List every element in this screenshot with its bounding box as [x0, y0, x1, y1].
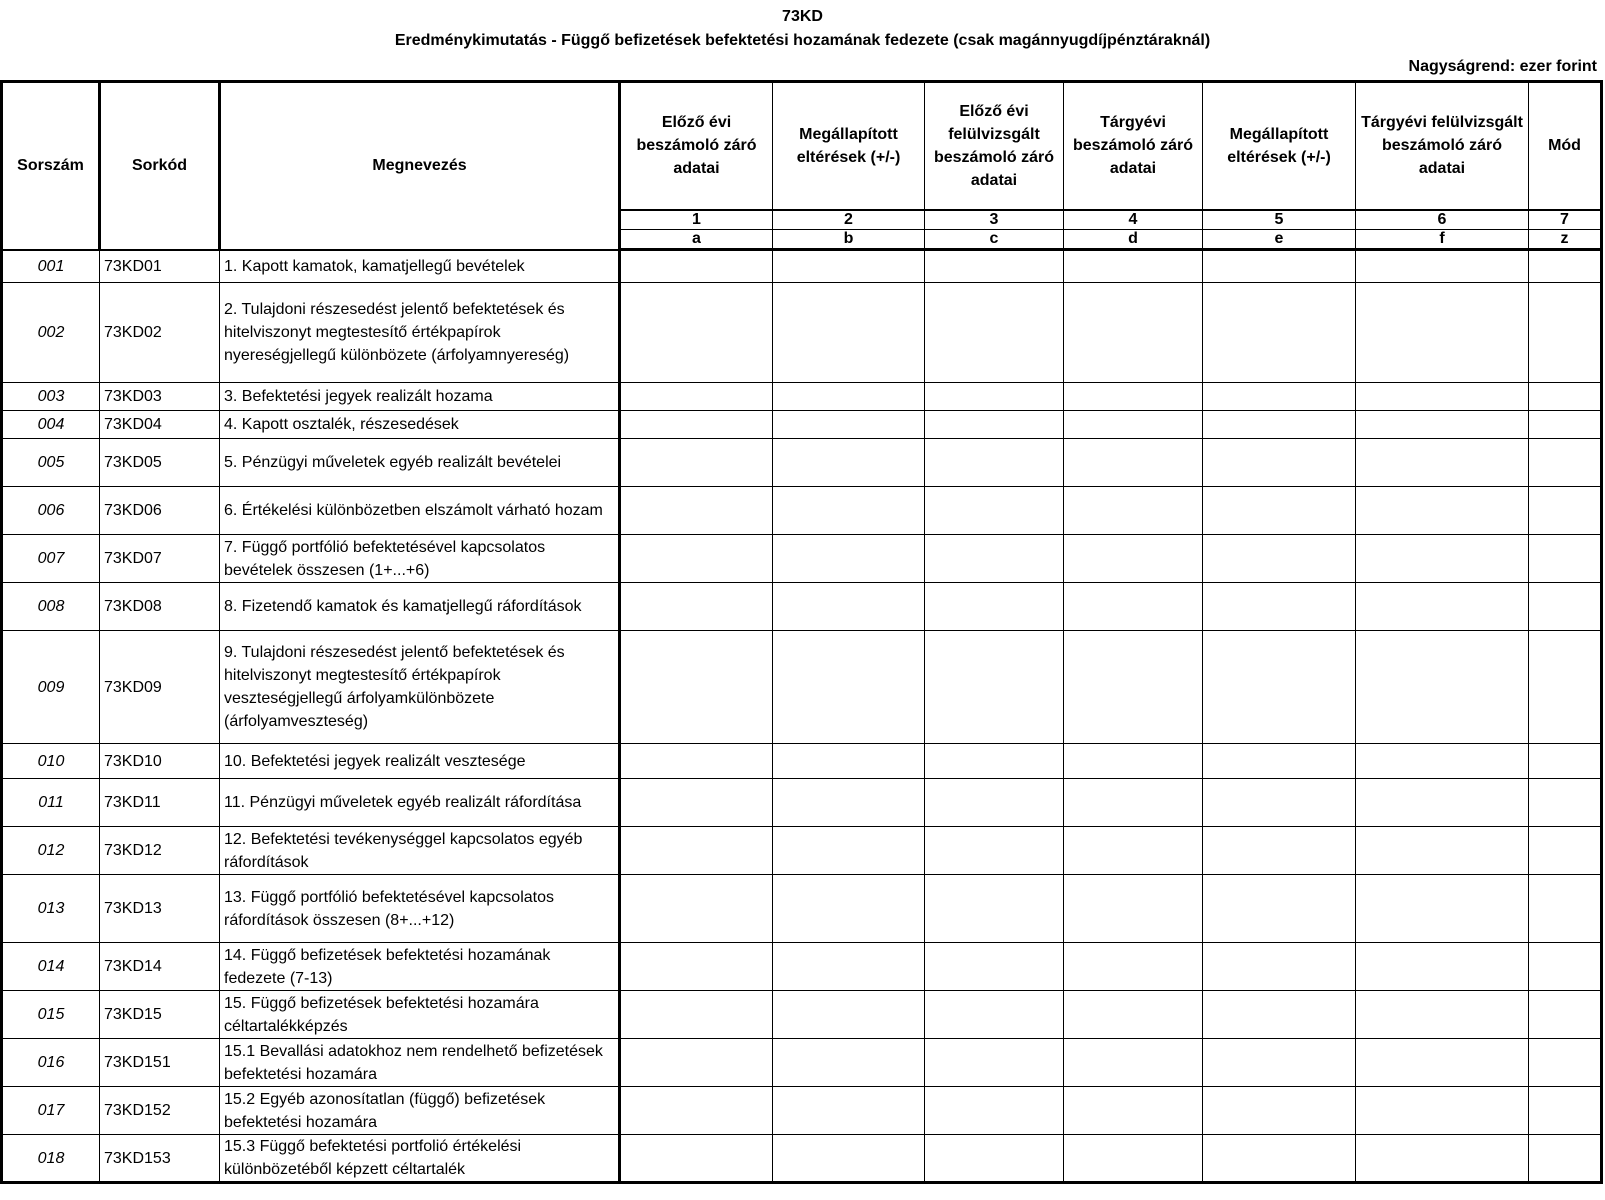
row-sorszam: 006 — [2, 487, 100, 535]
row-megnevezes: 12. Befektetési tevékenységgel kapcsolatos egyéb ráfordítások — [220, 827, 620, 875]
col-letter-b: b — [773, 230, 925, 250]
value-cell-col-2[interactable] — [773, 487, 925, 535]
value-cell-col-6[interactable] — [1356, 439, 1529, 487]
value-cell-col-4[interactable] — [1064, 1087, 1203, 1135]
row-sorkod: 73KD01 — [100, 250, 220, 283]
value-cell-col-4[interactable] — [1064, 827, 1203, 875]
value-cell-col-3[interactable] — [925, 779, 1064, 827]
row-sorszam: 013 — [2, 875, 100, 943]
value-cell-col-5[interactable] — [1203, 779, 1356, 827]
value-cell-col-5[interactable] — [1203, 1039, 1356, 1087]
value-cell-col-2[interactable] — [773, 250, 925, 283]
value-cell-col-3[interactable] — [925, 411, 1064, 439]
value-cell-col-3[interactable] — [925, 250, 1064, 283]
value-cell-col-4[interactable] — [1064, 943, 1203, 991]
table-row — [2, 487, 1602, 535]
value-cell-col-6[interactable] — [1356, 283, 1529, 383]
value-cell-col-5[interactable] — [1203, 383, 1356, 411]
value-cell-col-4[interactable] — [1064, 631, 1203, 744]
row-sorszam: 016 — [2, 1039, 100, 1087]
row-megnevezes: 15. Függő befizetések befektetési hozamára céltartalékképzés — [220, 991, 620, 1039]
row-megnevezes: 15.2 Egyéb azonosítatlan (függő) befizetések befektetési hozamára — [220, 1087, 620, 1135]
value-cell-col-7[interactable] — [1529, 283, 1602, 383]
form-code: 73KD — [782, 8, 823, 25]
value-cell-col-1[interactable] — [620, 827, 773, 875]
value-cell-col-6[interactable] — [1356, 1087, 1529, 1135]
value-cell-col-3[interactable] — [925, 1039, 1064, 1087]
value-cell-col-5[interactable] — [1203, 744, 1356, 779]
value-cell-col-2[interactable] — [773, 631, 925, 744]
col-header-5: Megállapított eltérések (+/-) — [1203, 82, 1356, 210]
row-megnevezes: 9. Tulajdoni részesedést jelentő befektetések és hitelviszonyt megtestesítő értékpapírok veszteségjellegű árfolyamkülönbözete (árfolyamveszteség) — [220, 631, 620, 744]
value-cell-col-4[interactable] — [1064, 439, 1203, 487]
value-cell-col-7[interactable] — [1529, 1135, 1602, 1183]
row-sorkod: 73KD07 — [100, 535, 220, 583]
value-cell-col-4[interactable] — [1064, 383, 1203, 411]
row-megnevezes: 4. Kapott osztalék, részesedések — [220, 411, 620, 439]
form-title: Eredménykimutatás - Függő befizetések befektetési hozamának fedezete (csak magánnyugdíjpénztáraknál) — [394, 32, 1211, 49]
row-sorkod: 73KD12 — [100, 827, 220, 875]
row-megnevezes: 5. Pénzügyi műveletek egyéb realizált bevételei — [220, 439, 620, 487]
row-megnevezes: 13. Függő portfólió befektetésével kapcsolatos ráfordítások összesen (8+...+12) — [220, 875, 620, 943]
value-cell-col-1[interactable] — [620, 631, 773, 744]
value-cell-col-6[interactable] — [1356, 487, 1529, 535]
col-header-4: Tárgyévi beszámoló záró adatai — [1064, 82, 1203, 210]
row-sorszam: 015 — [2, 991, 100, 1039]
value-cell-col-3[interactable] — [925, 1135, 1064, 1183]
value-cell-col-6[interactable] — [1356, 1135, 1529, 1183]
col-header-6: Tárgyévi felülvizsgált beszámoló záró adatai — [1356, 82, 1529, 210]
row-sorkod: 73KD151 — [100, 1039, 220, 1087]
col-number-6: 6 — [1356, 210, 1529, 230]
value-cell-col-2[interactable] — [773, 583, 925, 631]
value-cell-col-1[interactable] — [620, 744, 773, 779]
value-cell-col-1[interactable] — [620, 943, 773, 991]
value-cell-col-2[interactable] — [773, 1039, 925, 1087]
table-row — [2, 535, 1602, 583]
value-cell-col-7[interactable] — [1529, 411, 1602, 439]
value-cell-col-5[interactable] — [1203, 1087, 1356, 1135]
row-sorkod: 73KD09 — [100, 631, 220, 744]
value-cell-col-7[interactable] — [1529, 827, 1602, 875]
value-cell-col-5[interactable] — [1203, 1135, 1356, 1183]
row-sorszam: 008 — [2, 583, 100, 631]
value-cell-col-2[interactable] — [773, 535, 925, 583]
row-megnevezes: 14. Függő befizetések befektetési hozamának fedezete (7-13) — [220, 943, 620, 991]
value-cell-col-3[interactable] — [925, 535, 1064, 583]
col-letter-f: f — [1356, 230, 1529, 250]
value-cell-col-1[interactable] — [620, 779, 773, 827]
col-number-5: 5 — [1203, 210, 1356, 230]
table-row — [2, 411, 1602, 439]
value-cell-col-7[interactable] — [1529, 487, 1602, 535]
value-cell-col-6[interactable] — [1356, 779, 1529, 827]
row-sorkod: 73KD153 — [100, 1135, 220, 1183]
value-cell-col-3[interactable] — [925, 487, 1064, 535]
row-sorszam: 007 — [2, 535, 100, 583]
value-cell-col-1[interactable] — [620, 1039, 773, 1087]
value-cell-col-7[interactable] — [1529, 583, 1602, 631]
value-cell-col-5[interactable] — [1203, 631, 1356, 744]
value-cell-col-1[interactable] — [620, 535, 773, 583]
row-sorszam: 018 — [2, 1135, 100, 1183]
value-cell-col-1[interactable] — [620, 1135, 773, 1183]
value-cell-col-1[interactable] — [620, 383, 773, 411]
col-number-4: 4 — [1064, 210, 1203, 230]
value-cell-col-2[interactable] — [773, 383, 925, 411]
value-cell-col-6[interactable] — [1356, 411, 1529, 439]
value-cell-col-5[interactable] — [1203, 943, 1356, 991]
unit-label: Nagyságrend: ezer forint — [1408, 58, 1597, 75]
row-sorszam: 017 — [2, 1087, 100, 1135]
value-cell-col-3[interactable] — [925, 943, 1064, 991]
row-megnevezes: 10. Befektetési jegyek realizált vesztesége — [220, 744, 620, 779]
table-body — [2, 250, 1602, 1183]
value-cell-col-3[interactable] — [925, 439, 1064, 487]
row-sorkod: 73KD06 — [100, 487, 220, 535]
value-cell-col-2[interactable] — [773, 439, 925, 487]
row-sorszam: 005 — [2, 439, 100, 487]
value-cell-col-4[interactable] — [1064, 1135, 1203, 1183]
row-megnevezes: 15.1 Bevallási adatokhoz nem rendelhető befizetések befektetési hozamára — [220, 1039, 620, 1087]
value-cell-col-5[interactable] — [1203, 583, 1356, 631]
value-cell-col-2[interactable] — [773, 991, 925, 1039]
value-cell-col-1[interactable] — [620, 991, 773, 1039]
value-cell-col-3[interactable] — [925, 827, 1064, 875]
row-megnevezes: 7. Függő portfólió befektetésével kapcsolatos bevételek összesen (1+...+6) — [220, 535, 620, 583]
table-row — [2, 1135, 1602, 1183]
row-sorkod: 73KD05 — [100, 439, 220, 487]
row-megnevezes: 1. Kapott kamatok, kamatjellegű bevételek — [220, 250, 620, 283]
report-table — [0, 80, 1603, 1184]
col-letter-z: z — [1529, 230, 1602, 250]
row-sorszam: 003 — [2, 383, 100, 411]
value-cell-col-7[interactable] — [1529, 943, 1602, 991]
table-row — [2, 943, 1602, 991]
row-sorkod: 73KD15 — [100, 991, 220, 1039]
value-cell-col-4[interactable] — [1064, 583, 1203, 631]
col-number-3: 3 — [925, 210, 1064, 230]
value-cell-col-4[interactable] — [1064, 250, 1203, 283]
table-row — [2, 383, 1602, 411]
value-cell-col-7[interactable] — [1529, 439, 1602, 487]
row-sorszam: 009 — [2, 631, 100, 744]
value-cell-col-5[interactable] — [1203, 487, 1356, 535]
value-cell-col-7[interactable] — [1529, 250, 1602, 283]
col-number-2: 2 — [773, 210, 925, 230]
value-cell-col-6[interactable] — [1356, 744, 1529, 779]
value-cell-col-3[interactable] — [925, 744, 1064, 779]
row-sorszam: 002 — [2, 283, 100, 383]
col-letter-a: a — [620, 230, 773, 250]
value-cell-col-7[interactable] — [1529, 744, 1602, 779]
value-cell-col-7[interactable] — [1529, 779, 1602, 827]
col-header-sorkod: Sorkód — [100, 82, 220, 250]
value-cell-col-7[interactable] — [1529, 991, 1602, 1039]
value-cell-col-4[interactable] — [1064, 411, 1203, 439]
col-header-3: Előző évi felülvizsgált beszámoló záró adatai — [925, 82, 1064, 210]
value-cell-col-2[interactable] — [773, 283, 925, 383]
value-cell-col-6[interactable] — [1356, 991, 1529, 1039]
value-cell-col-1[interactable] — [620, 283, 773, 383]
row-sorkod: 73KD03 — [100, 383, 220, 411]
table-row — [2, 1087, 1602, 1135]
table-row — [2, 439, 1602, 487]
value-cell-col-5[interactable] — [1203, 535, 1356, 583]
value-cell-col-4[interactable] — [1064, 487, 1203, 535]
value-cell-col-4[interactable] — [1064, 875, 1203, 943]
value-cell-col-4[interactable] — [1064, 1039, 1203, 1087]
value-cell-col-1[interactable] — [620, 583, 773, 631]
value-cell-col-5[interactable] — [1203, 439, 1356, 487]
row-sorkod: 73KD152 — [100, 1087, 220, 1135]
value-cell-col-7[interactable] — [1529, 875, 1602, 943]
value-cell-col-5[interactable] — [1203, 250, 1356, 283]
value-cell-col-1[interactable] — [620, 439, 773, 487]
value-cell-col-3[interactable] — [925, 875, 1064, 943]
table-row — [2, 744, 1602, 779]
row-sorszam: 014 — [2, 943, 100, 991]
col-header-7: Mód — [1529, 82, 1602, 210]
row-sorkod: 73KD08 — [100, 583, 220, 631]
table-row — [2, 827, 1602, 875]
value-cell-col-6[interactable] — [1356, 1039, 1529, 1087]
table-row — [2, 283, 1602, 383]
value-cell-col-4[interactable] — [1064, 283, 1203, 383]
value-cell-col-6[interactable] — [1356, 827, 1529, 875]
value-cell-col-2[interactable] — [773, 1135, 925, 1183]
table-row — [2, 1039, 1602, 1087]
col-header-1: Előző évi beszámoló záró adatai — [620, 82, 773, 210]
value-cell-col-5[interactable] — [1203, 283, 1356, 383]
value-cell-col-1[interactable] — [620, 875, 773, 943]
row-megnevezes: 3. Befektetési jegyek realizált hozama — [220, 383, 620, 411]
value-cell-col-1[interactable] — [620, 411, 773, 439]
row-sorszam: 012 — [2, 827, 100, 875]
row-sorkod: 73KD11 — [100, 779, 220, 827]
row-sorszam: 010 — [2, 744, 100, 779]
value-cell-col-7[interactable] — [1529, 631, 1602, 744]
value-cell-col-3[interactable] — [925, 1087, 1064, 1135]
table-row — [2, 583, 1602, 631]
value-cell-col-5[interactable] — [1203, 875, 1356, 943]
value-cell-col-6[interactable] — [1356, 943, 1529, 991]
value-cell-col-7[interactable] — [1529, 1087, 1602, 1135]
value-cell-col-1[interactable] — [620, 250, 773, 283]
col-number-7: 7 — [1529, 210, 1602, 230]
col-letter-d: d — [1064, 230, 1203, 250]
value-cell-col-4[interactable] — [1064, 779, 1203, 827]
table-row — [2, 631, 1602, 744]
row-megnevezes: 6. Értékelési különbözetben elszámolt várható hozam — [220, 487, 620, 535]
row-sorszam: 004 — [2, 411, 100, 439]
value-cell-col-7[interactable] — [1529, 383, 1602, 411]
value-cell-col-2[interactable] — [773, 1087, 925, 1135]
value-cell-col-2[interactable] — [773, 744, 925, 779]
col-header-megnevezes: Megnevezés — [220, 82, 620, 250]
value-cell-col-4[interactable] — [1064, 991, 1203, 1039]
row-sorszam: 001 — [2, 250, 100, 283]
value-cell-col-1[interactable] — [620, 487, 773, 535]
value-cell-col-4[interactable] — [1064, 535, 1203, 583]
table-row — [2, 875, 1602, 943]
col-header-sorszam: Sorszám — [2, 82, 100, 250]
value-cell-col-2[interactable] — [773, 943, 925, 991]
value-cell-col-5[interactable] — [1203, 827, 1356, 875]
value-cell-col-6[interactable] — [1356, 383, 1529, 411]
col-header-2: Megállapított eltérések (+/-) — [773, 82, 925, 210]
value-cell-col-1[interactable] — [620, 1087, 773, 1135]
row-megnevezes: 2. Tulajdoni részesedést jelentő befektetések és hitelviszonyt megtestesítő értékpapírok nyereségjellegű különbözete (árfolyamnyereség) — [220, 283, 620, 383]
value-cell-col-2[interactable] — [773, 411, 925, 439]
col-number-1: 1 — [620, 210, 773, 230]
table-row — [2, 779, 1602, 827]
row-sorkod: 73KD14 — [100, 943, 220, 991]
row-sorkod: 73KD02 — [100, 283, 220, 383]
value-cell-col-6[interactable] — [1356, 875, 1529, 943]
row-sorkod: 73KD13 — [100, 875, 220, 943]
value-cell-col-6[interactable] — [1356, 535, 1529, 583]
value-cell-col-6[interactable] — [1356, 631, 1529, 744]
table-row — [2, 991, 1602, 1039]
value-cell-col-2[interactable] — [773, 827, 925, 875]
col-letter-e: e — [1203, 230, 1356, 250]
value-cell-col-3[interactable] — [925, 583, 1064, 631]
row-megnevezes: 8. Fizetendő kamatok és kamatjellegű ráfordítások — [220, 583, 620, 631]
row-megnevezes: 15.3 Függő befektetési portfolió értékelési különbözetéből képzett céltartalék — [220, 1135, 620, 1183]
value-cell-col-7[interactable] — [1529, 535, 1602, 583]
value-cell-col-5[interactable] — [1203, 411, 1356, 439]
value-cell-col-6[interactable] — [1356, 583, 1529, 631]
value-cell-col-3[interactable] — [925, 991, 1064, 1039]
row-sorkod: 73KD10 — [100, 744, 220, 779]
row-sorszam: 011 — [2, 779, 100, 827]
value-cell-col-6[interactable] — [1356, 250, 1529, 283]
row-sorkod: 73KD04 — [100, 411, 220, 439]
value-cell-col-4[interactable] — [1064, 744, 1203, 779]
value-cell-col-2[interactable] — [773, 779, 925, 827]
col-letter-c: c — [925, 230, 1064, 250]
value-cell-col-3[interactable] — [925, 631, 1064, 744]
table-row — [2, 250, 1602, 283]
value-cell-col-5[interactable] — [1203, 991, 1356, 1039]
value-cell-col-3[interactable] — [925, 283, 1064, 383]
value-cell-col-7[interactable] — [1529, 1039, 1602, 1087]
value-cell-col-3[interactable] — [925, 383, 1064, 411]
row-megnevezes: 11. Pénzügyi műveletek egyéb realizált ráfordítása — [220, 779, 620, 827]
value-cell-col-2[interactable] — [773, 875, 925, 943]
